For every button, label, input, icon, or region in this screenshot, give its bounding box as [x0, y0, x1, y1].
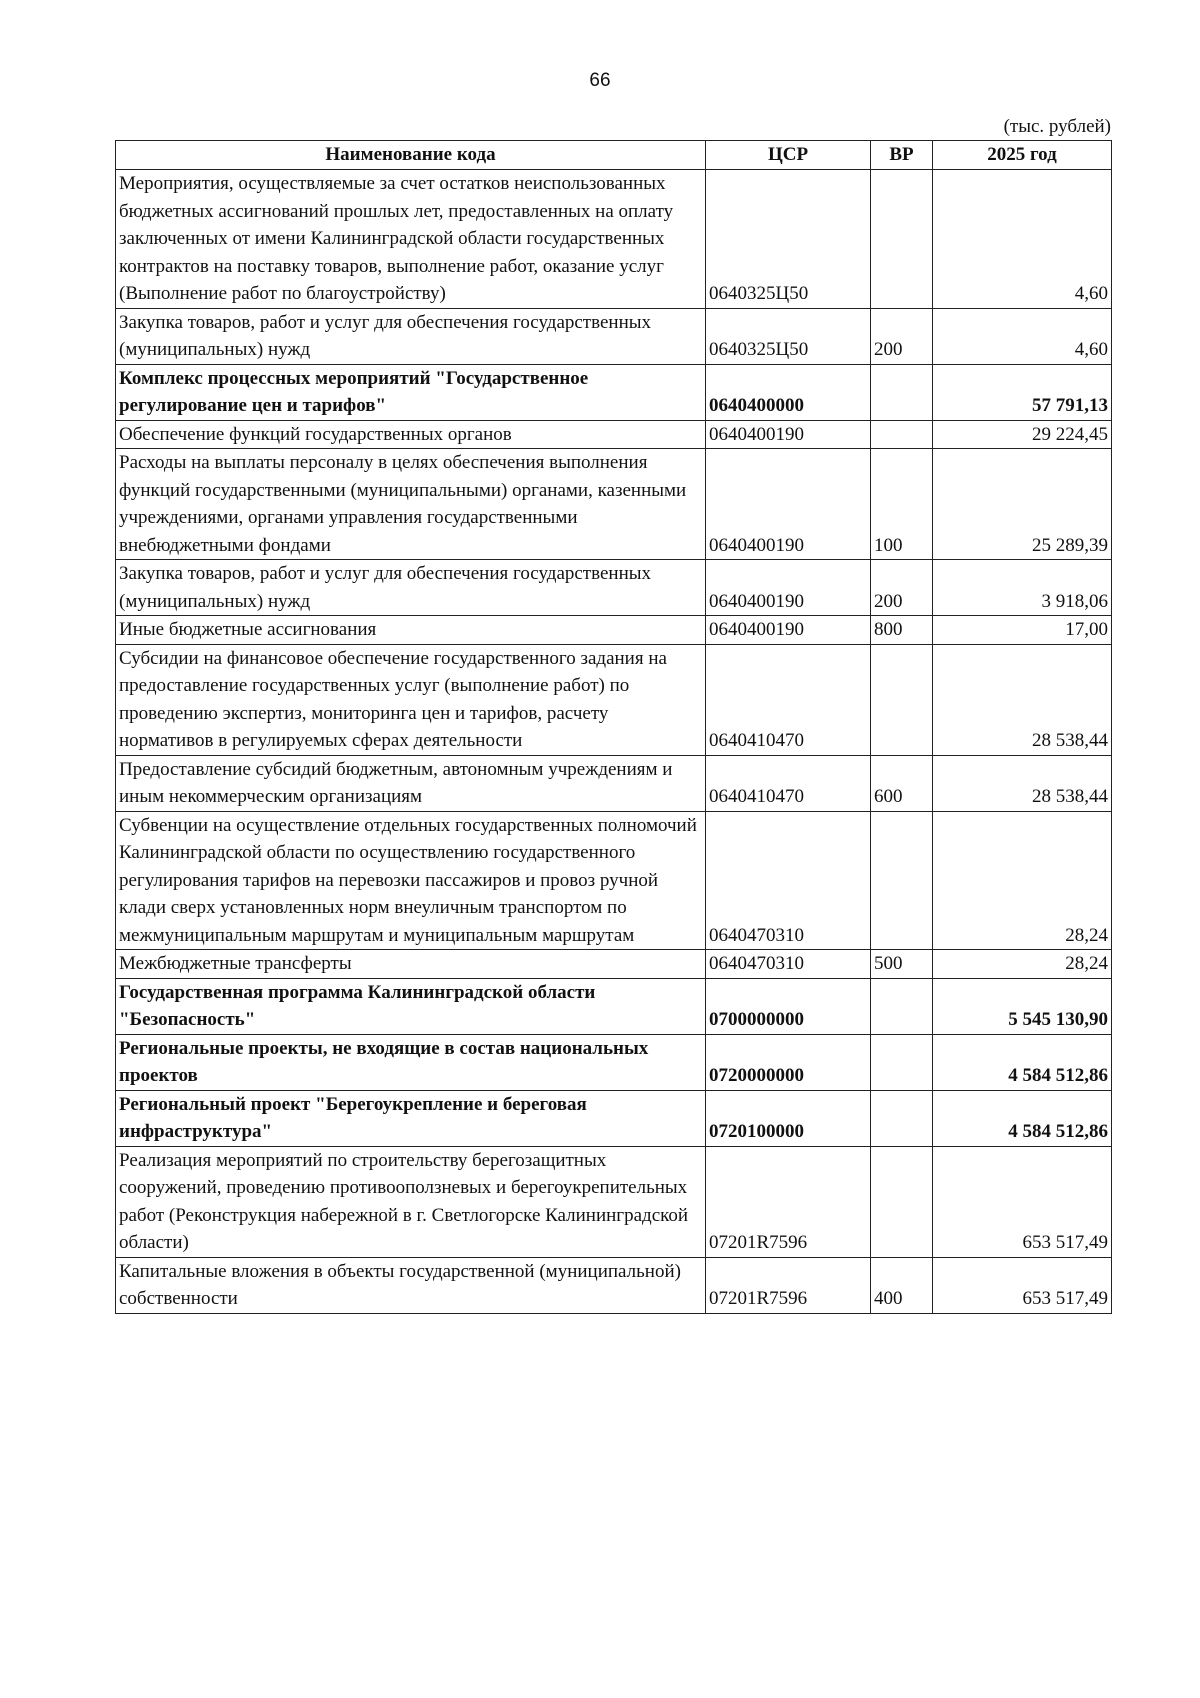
cell-sum: 653 517,49 [933, 1257, 1112, 1313]
cell-csr: 0640400190 [706, 449, 871, 560]
table-row [116, 644, 1112, 755]
cell-csr: 07201R7596 [706, 1146, 871, 1257]
budget-table [115, 140, 1112, 1314]
cell-csr: 0640325Ц50 [706, 170, 871, 309]
cell-vr [871, 1034, 933, 1090]
cell-vr [871, 420, 933, 449]
cell-sum: 5 545 130,90 [933, 978, 1112, 1034]
cell-sum: 28 538,44 [933, 644, 1112, 755]
cell-vr: 800 [871, 616, 933, 645]
cell-vr [871, 644, 933, 755]
cell-sum: 4,60 [933, 170, 1112, 309]
cell-name: Обеспечение функций государственных органов [116, 420, 706, 449]
cell-vr [871, 170, 933, 309]
cell-name: Расходы на выплаты персоналу в целях обеспечения выполнения функций государственными (муниципальными) органами, казенными учреждениями, органами управления государственными внебюджетными фондами [116, 449, 706, 560]
cell-vr: 500 [871, 950, 933, 979]
cell-csr: 0640325Ц50 [706, 308, 871, 364]
cell-vr [871, 1090, 933, 1146]
cell-name: Субвенции на осуществление отдельных государственных полномочий Калининградской области по осуществлению государственного регулирования тарифов на перевозки пассажиров и провоз ручной клади сверх установленных норм внеуличным транспортом по межмуниципальным маршрутам и муниципальным маршрутам [116, 811, 706, 950]
cell-vr: 200 [871, 308, 933, 364]
table-row [116, 560, 1112, 616]
table-row [116, 1146, 1112, 1257]
table-row [116, 364, 1112, 420]
cell-vr: 600 [871, 755, 933, 811]
table-header-row [116, 141, 1112, 170]
table-row [116, 1034, 1112, 1090]
cell-vr [871, 364, 933, 420]
cell-name: Реализация мероприятий по строительству берегозащитных сооружений, проведению противооползневых и берегоукрепительных работ (Реконструкция набережной в г. Светлогорске Калининградской области) [116, 1146, 706, 1257]
cell-name: Комплекс процессных мероприятий "Государственное регулирование цен и тарифов" [116, 364, 706, 420]
cell-sum: 4 584 512,86 [933, 1090, 1112, 1146]
cell-name: Капитальные вложения в объекты государственной (муниципальной) собственности [116, 1257, 706, 1313]
cell-name: Государственная программа Калининградской области "Безопасность" [116, 978, 706, 1034]
cell-csr: 0640400190 [706, 560, 871, 616]
page-number: 66 [589, 70, 611, 91]
cell-csr: 0640400000 [706, 364, 871, 420]
table-row [116, 170, 1112, 309]
cell-name: Региональные проекты, не входящие в состав национальных проектов [116, 1034, 706, 1090]
header-csr: ЦСР [706, 141, 871, 170]
table-row [116, 1090, 1112, 1146]
cell-sum: 25 289,39 [933, 449, 1112, 560]
cell-sum: 57 791,13 [933, 364, 1112, 420]
cell-vr [871, 811, 933, 950]
cell-name: Мероприятия, осуществляемые за счет остатков неиспользованных бюджетных ассигнований прошлых лет, предоставленных на оплату заключенных от имени Калининградской области государственных контрактов на поставку товаров, выполнение работ, оказание услуг (Выполнение работ по благоустройству) [116, 170, 706, 309]
cell-sum: 653 517,49 [933, 1146, 1112, 1257]
cell-vr: 400 [871, 1257, 933, 1313]
cell-name: Иные бюджетные ассигнования [116, 616, 706, 645]
table-row [116, 755, 1112, 811]
table-row [116, 811, 1112, 950]
cell-csr: 0640470310 [706, 950, 871, 979]
cell-name: Межбюджетные трансферты [116, 950, 706, 979]
table-row [116, 449, 1112, 560]
cell-name: Региональный проект "Берегоукрепление и береговая инфраструктура" [116, 1090, 706, 1146]
table-row [116, 616, 1112, 645]
cell-sum: 3 918,06 [933, 560, 1112, 616]
cell-sum: 28 538,44 [933, 755, 1112, 811]
cell-csr: 0640400190 [706, 420, 871, 449]
units-label: (тыс. рублей) [1003, 116, 1111, 137]
table-row [116, 308, 1112, 364]
cell-csr: 07201R7596 [706, 1257, 871, 1313]
table-row [116, 420, 1112, 449]
cell-sum: 17,00 [933, 616, 1112, 645]
table-row [116, 978, 1112, 1034]
header-vr: ВР [871, 141, 933, 170]
cell-name: Закупка товаров, работ и услуг для обеспечения государственных (муниципальных) нужд [116, 308, 706, 364]
cell-csr: 0640400190 [706, 616, 871, 645]
cell-csr: 0640410470 [706, 755, 871, 811]
cell-sum: 28,24 [933, 950, 1112, 979]
cell-sum: 28,24 [933, 811, 1112, 950]
cell-name: Закупка товаров, работ и услуг для обеспечения государственных (муниципальных) нужд [116, 560, 706, 616]
table-row [116, 1257, 1112, 1313]
cell-csr: 0640410470 [706, 644, 871, 755]
cell-vr [871, 1146, 933, 1257]
cell-sum: 4 584 512,86 [933, 1034, 1112, 1090]
cell-vr: 100 [871, 449, 933, 560]
table-row [116, 950, 1112, 979]
cell-csr: 0700000000 [706, 978, 871, 1034]
cell-sum: 4,60 [933, 308, 1112, 364]
cell-name: Предоставление субсидий бюджетным, автономным учреждениям и иным некоммерческим организациям [116, 755, 706, 811]
cell-name: Субсидии на финансовое обеспечение государственного задания на предоставление государственных услуг (выполнение работ) по проведению экспертиз, мониторинга цен и тарифов, расчету нормативов в регулируемых сферах деятельности [116, 644, 706, 755]
header-year: 2025 год [933, 141, 1112, 170]
cell-vr: 200 [871, 560, 933, 616]
cell-csr: 0720000000 [706, 1034, 871, 1090]
cell-vr [871, 978, 933, 1034]
cell-csr: 0720100000 [706, 1090, 871, 1146]
cell-sum: 29 224,45 [933, 420, 1112, 449]
cell-csr: 0640470310 [706, 811, 871, 950]
header-name: Наименование кода [116, 141, 706, 170]
